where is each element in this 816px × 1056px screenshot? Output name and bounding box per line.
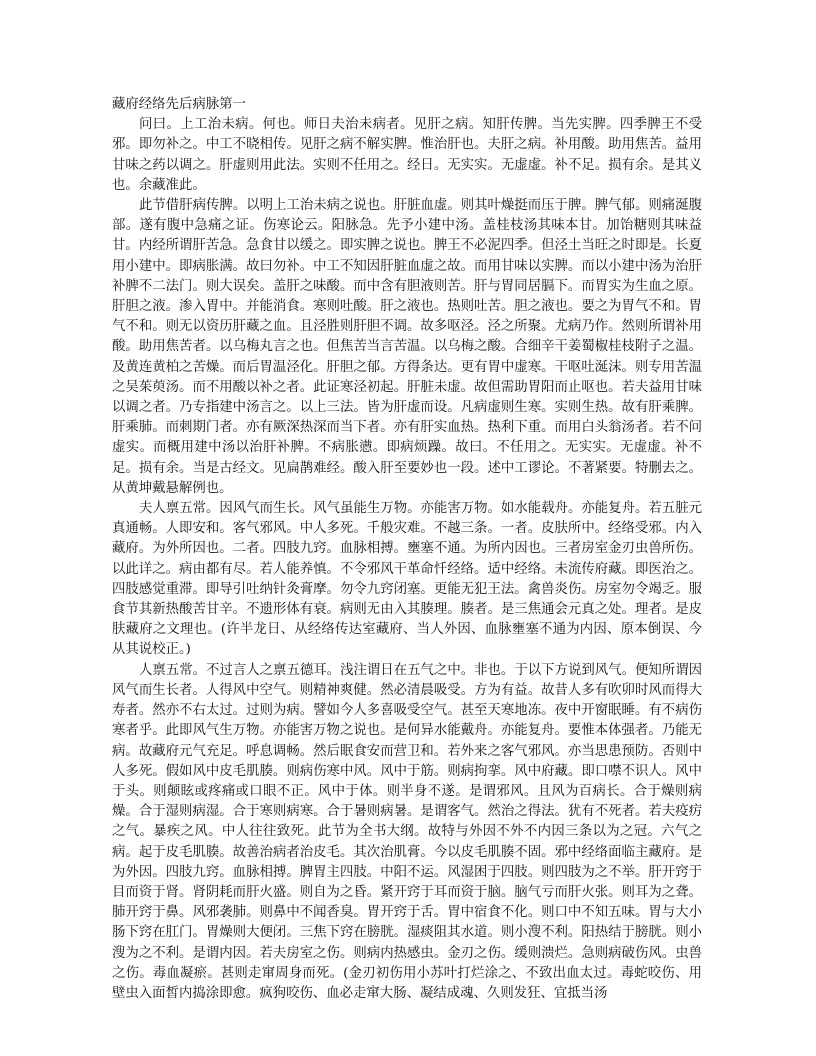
paragraph-question: 问曰。上工治未病。何也。师日夫治未病者。见肝之病。知肝传脾。当先实脾。四季脾王不受邪。即勿补之。中工不晓相传。见肝之病不解实脾。惟治肝也。夫肝之病。补用酸。助用焦苦。益用甘味之药以调之。肝虚则用此法。实则不任用之。经日。无实实。无虚虚。补不足。损有余。是其义也。余藏准此。	[112, 117, 702, 193]
paragraph-commentary-2: 人禀五常。不过言人之禀五德耳。浅注谓日在五气之中。非也。于以下方说到风气。便知所谓因风气而生长者。人得风中空气。则精神爽健。然必清晨吸受。方为有益。故昔人多有吹卯时风而得大寿者。然亦不右太过。过则为病。譬如今人多喜吸受空气。甚至天寒地冻。夜中开窗眠睡。有不病伤寒者乎。此即风气生万物。亦能害万物之说也。是何异水能戴舟。亦能复舟。要惟本体强者。乃能无病。故藏府元气充足。呼息调畅。然后眠食安而营卫和。若外来之客气邪风。亦当思患预防。否则中人多死。假如风中皮毛肌腠。则病伤寒中风。风中于筋。则病拘挛。风中府藏。即口噤不识人。风中于头。则颠眩或疼痛或口眼不正。风中于体。则半身不遂。是谓邪风。且风为百病长。合于燥则病燥。合于湿则病湿。合于寒则病寒。合于暑则病暑。是谓客气。然治之得法。犹有不死者。若夫疫疠之气。暴疾之风。中人往往致死。此节为全书大纲。故特与外因不外不内因三条以为之冠。六气之病。起于皮毛肌腠。故善治病者治皮毛。其次治肌膏。今以皮毛肌腠不固。邪中经络面临主藏府。是为外因。四肢九窍。血脉相搏。脾胃主四肢。中阳不运。风湿困于四肢。则四肢为之不举。肝开窍于目而资于肾。肾阴耗而肝火盛。则自为之昏。紧开窍于耳而资于脑。脑气亏而肝火张。则耳为之聋。肺开窍于鼻。风邪袭肺。则鼻中不闻香臭。胃开窍于舌。胃中宿食不化。则口中不知五味。胃与大小肠下窍在肛门。胃燥则大便闭。三焦下窍在膀胱。湿痰阻其水道。则小溲不利。阳热结于膀胱。则小溲为之不利。是谓内因。若夫房室之伤。则病内热感虫。金刃之伤。缓则溃烂。急则病破伤风。虫兽之伤。毒血凝瘀。甚则走窜周身而死。(金刃初伤用小苏叶打烂涂之、不致出血太过。毒蛇咬伤、用壁虫入面皙内捣涂即愈。疯狗咬伤、血必走窜大肠、凝结成魂、久则发狂、宜抵当汤	[112, 662, 702, 1001]
document-page	[112, 95, 702, 1004]
paragraph-commentary-1: 此节借肝病传脾。以明上工治未病之说也。肝脏血虚。则其叶燥挺而压于脾。脾气郁。则痛涎腹部。遂有腹中急痛之证。伤寒论云。阳脉急。先予小建中汤。盖桂枝汤其味本甘。加饴糖则其味益甘。内经所谓肝苦急。急食甘以缓之。即实脾之说也。脾王不必泥四季。但泾土当旺之时即是。长夏用小建中。即病胀满。故曰勿补。中工不知因肝脏血虚之故。而用甘味以实脾。而以小建中汤为治肝补脾不二法门。则大误矣。盖肝之味酸。而中含有胆液则苦。肝与胃同居膈下。而胃实为生血之原。肝胆之液。渗入胃中。并能消食。寒则吐酸。肝之液也。热则吐苦。胆之液也。要之为胃气不和。胃气不和。则无以资历肝藏之血。且泾胜则肝胆不调。故多呕泾。泾之所聚。尤病乃作。然则所谓补用酸。助用焦苦者。以乌梅丸言之也。但焦苦当言苦温。以乌梅之酸。合细辛干姜蜀椒桂枝附子之温。及黄连黄柏之苦燥。而后胃温泾化。肝胆之郁。方得条达。更有胃中虚寒。干呕吐涎沫。则专用苦温之吴茱萸汤。而不用酸以补之者。此证寒泾初起。肝脏未虚。故但需助胃阳而止呕也。若夫益用甘味以调之者。乃专指建中汤言之。以上三法。皆为肝虚而设。凡病虚则生寒。实则生热。故有肝乘脾。肝乘肺。而刺期门者。亦有厥深热深而当下者。亦有肝实血热。热利下重。而用白头翁汤者。若不问虚实。而概用建中汤以治肝补脾。不病胀懑。即病烦躁。故曰。不任用之。无实实。无虚虚。补不足。损有余。当是古经文。见扁鹊难经。酸入肝至要妙也一段。述中工谬论。不著紧要。特删去之。从黄坤戴悬解例也。	[112, 198, 702, 496]
chapter-title: 藏府经络先后病脉第一	[112, 97, 246, 112]
paragraph-text-2: 夫人禀五常。因风气而生长。风气虽能生万物。亦能害万物。如水能载舟。亦能复舟。若五脏元真通畅。人即安和。客气邪风。中人多死。千般灾难。不越三条。一者。皮肤所中。经络受邪。内入藏府。为外所因也。二者。四肢九窍。血脉相搏。壅塞不通。为所内因也。三者房室金刃虫兽所伤。以此详之。病由都有尽。若人能养慎。不令邪风干革命忏经络。适中经络。未流传府藏。即医治之。四肢感觉重滞。即导引吐纳针灸膏摩。勿令九窍闭塞。更能无犯王法。禽兽炎伤。房室勿令竭乏。服食节其新热酸苦甘辛。不遗形体有衰。病则无由入其腠理。腠者。是三焦通会元真之处。理者。是皮肤藏府之文理也。(许半龙日、从经络传达室藏府、当人外因、血脉壅塞不通为内因、原本倒误、今从其说校正。)	[112, 501, 702, 658]
